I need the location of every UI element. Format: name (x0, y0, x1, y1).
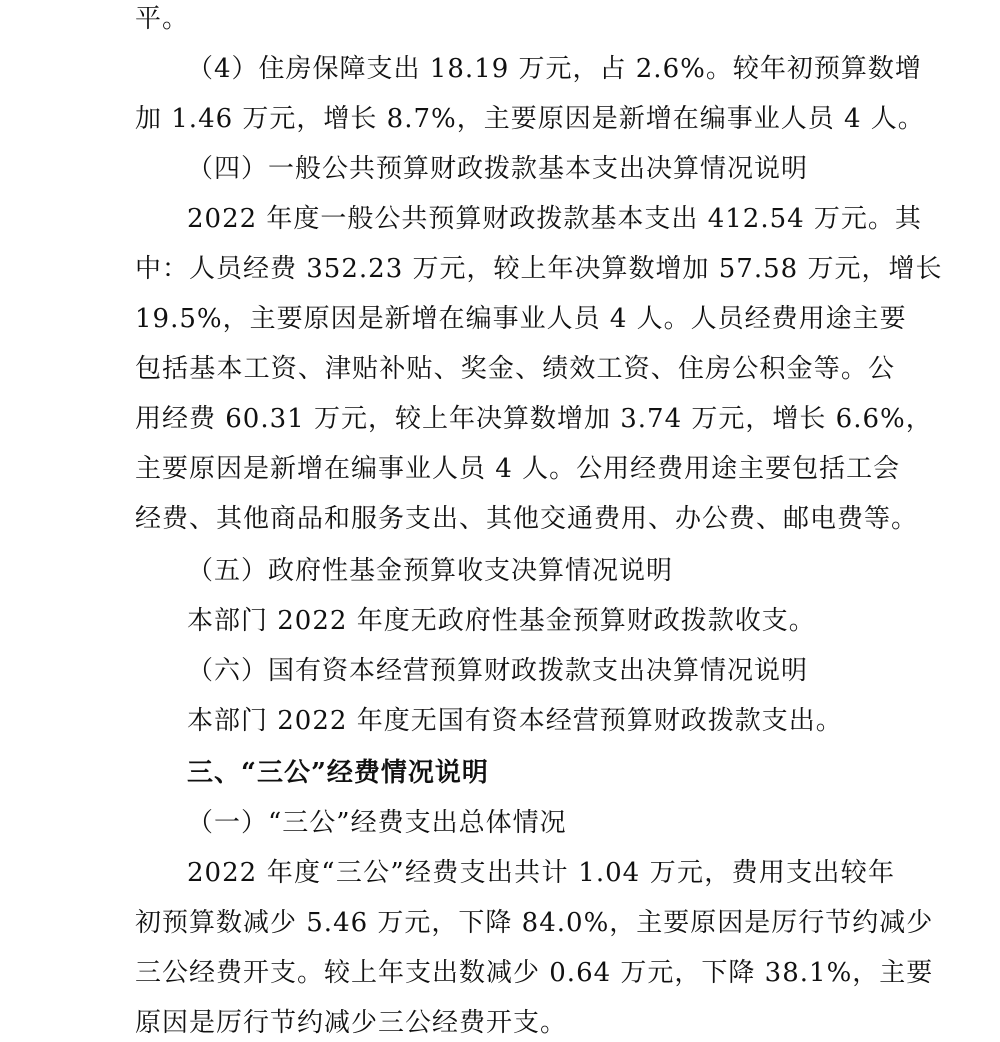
section-heading: （六）国有资本经营预算财政拨款支出决算情况说明 (187, 656, 809, 686)
paragraph-line: 经费、其他商品和服务支出、其他交通费用、办公费、邮电费等。 (135, 504, 919, 534)
paragraph-line: 本部门 2022 年度无国有资本经营预算财政拨款支出。 (187, 706, 843, 736)
paragraph-line: （4）住房保障支出 18.19 万元，占 2.6%。较年初预算数增 (187, 54, 922, 84)
paragraph-line: 三公经费开支。较上年支出数减少 0.64 万元，下降 38.1%，主要 (135, 958, 934, 988)
paragraph-line: 19.5%，主要原因是新增在编事业人员 4 人。人员经费用途主要 (135, 304, 907, 334)
paragraph-line: 初预算数减少 5.46 万元，下降 84.0%，主要原因是厉行节约减少 (135, 908, 934, 938)
paragraph-line: 2022 年度一般公共预算财政拨款基本支出 412.54 万元。其 (187, 204, 922, 234)
chapter-heading: 三、“三公”经费情况说明 (187, 758, 489, 788)
paragraph-line: 加 1.46 万元，增长 8.7%，主要原因是新增在编事业人员 4 人。 (135, 104, 925, 134)
section-heading: （五）政府性基金预算收支决算情况说明 (187, 556, 674, 586)
paragraph-line: 中：人员经费 352.23 万元，较上年决算数增加 57.58 万元，增长 (135, 254, 943, 284)
section-heading: （一）“三公”经费支出总体情况 (187, 808, 567, 838)
paragraph-line: 主要原因是新增在编事业人员 4 人。公用经费用途主要包括工会 (135, 454, 901, 484)
paragraph-line: 包括基本工资、津贴补贴、奖金、绩效工资、住房公积金等。公 (135, 354, 895, 384)
paragraph-line: 原因是厉行节约减少三公经费开支。 (135, 1008, 568, 1038)
paragraph-line: 本部门 2022 年度无政府性基金预算财政拨款收支。 (187, 606, 816, 636)
paragraph-line: 平。 (135, 4, 190, 34)
paragraph-line: 2022 年度“三公”经费支出共计 1.04 万元，费用支出较年 (187, 858, 895, 888)
section-heading: （四）一般公共预算财政拨款基本支出决算情况说明 (187, 154, 809, 184)
paragraph-line: 用经费 60.31 万元，较上年决算数增加 3.74 万元，增长 6.6%， (135, 404, 933, 434)
